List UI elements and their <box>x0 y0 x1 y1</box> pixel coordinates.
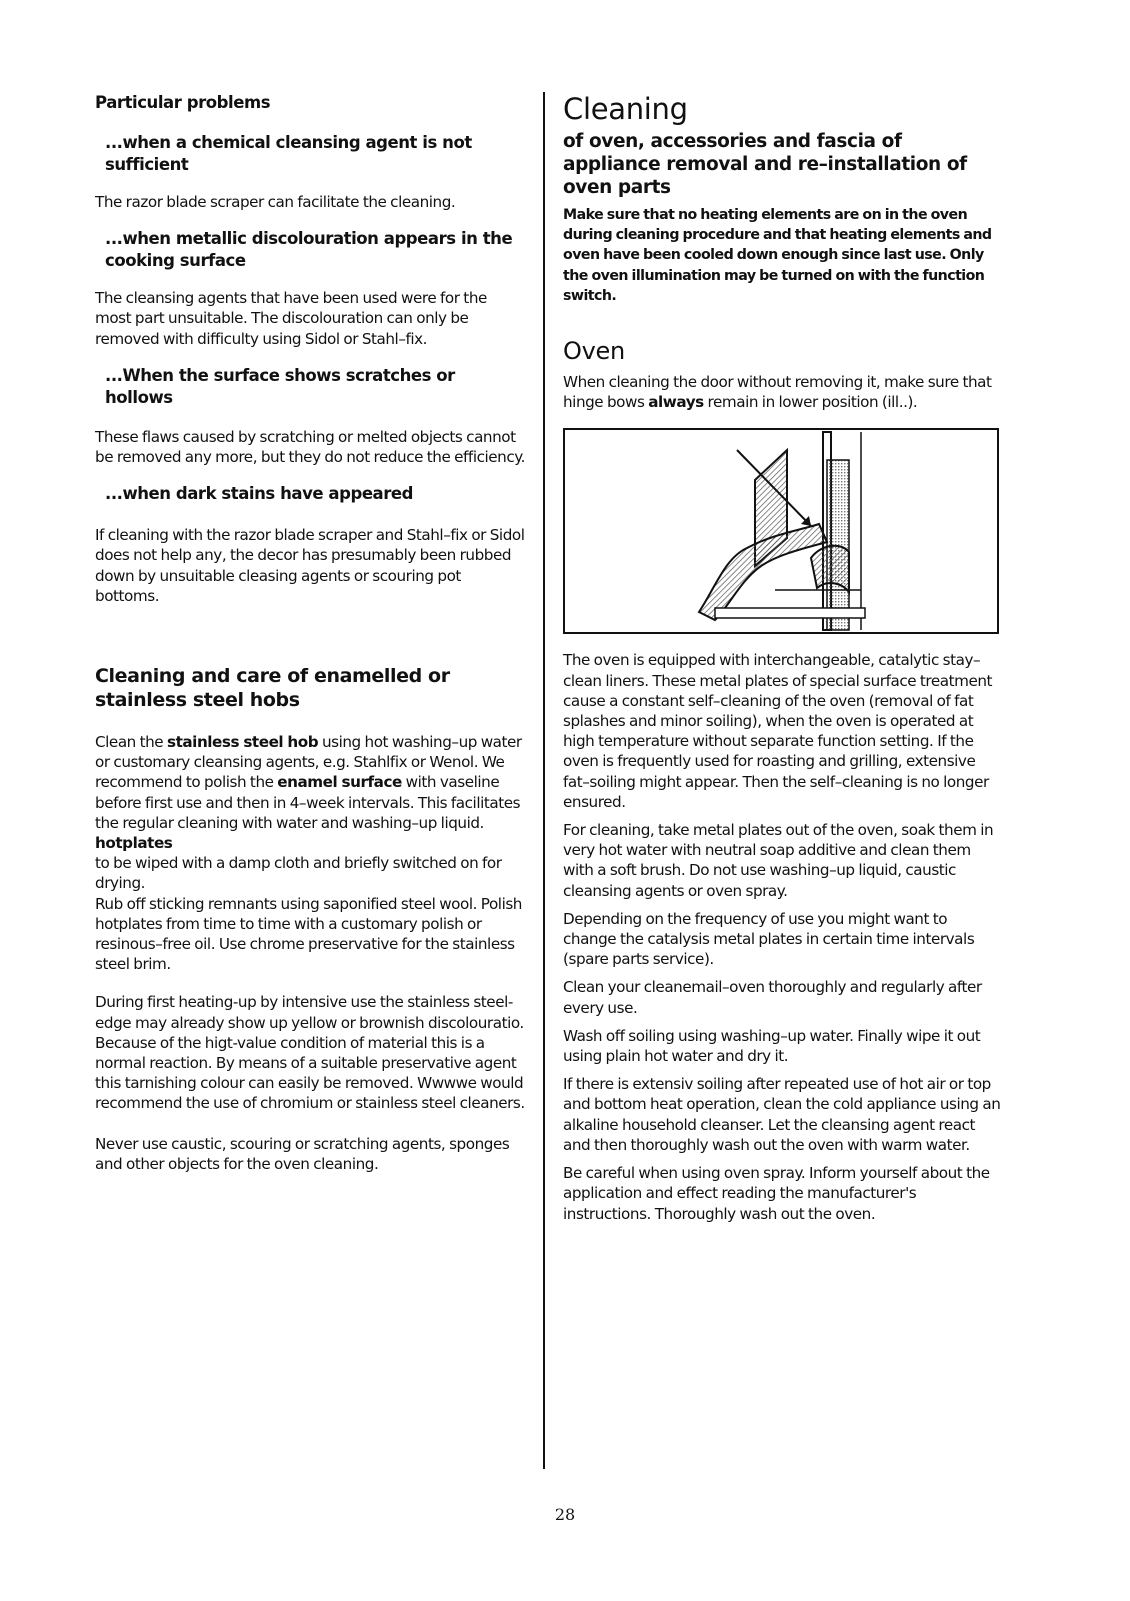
cleaning-heading: Cleaning <box>563 92 688 126</box>
hotplates-label: hotplates <box>95 834 173 853</box>
section-title: ...when dark stains have appeared <box>105 484 414 504</box>
section-title: ...When the surface shows scratches or hollows <box>105 365 455 407</box>
stainless-steel-hob-term: stainless steel hob <box>166 733 319 752</box>
oven-paragraph: If there is extensiv soiling after repeated use of hot air or top and bottom heat operation, clean the cold appliance using an alkaline household cleanser. Let the cleansing agent react and then thoroughly wash out the oven with warm water. <box>563 1075 1001 1154</box>
hotplates-text: to be wiped with a damp cloth and briefly switched on for drying. <box>95 854 502 893</box>
section-body: The cleansing agents that have been used were for the most part unsuitable. The discolouration can only be removed with difficulty using Sidol or Stahl–fix. <box>95 289 487 348</box>
oven-paragraph: Wash off soiling using washing–up water. Finally wipe it out using plain hot water and dry it. <box>563 1026 981 1066</box>
cleaning-subheading: of oven, accessories and fascia of appliance removal and re–installation of oven parts <box>563 131 967 198</box>
hobs-paragraph: Clean the stainless steel hob using hot washing–up water or customary cleansing agents, e.g. Stahlfix or Wenol. We recommend to polish the enamel surface with vaseline before first use and then in 4–week intervals. This facilitates the regular cleaning with water and washing–up liquid. <box>95 733 522 832</box>
oven-heading: Oven <box>563 337 625 366</box>
rub-off-text: Rub off sticking remnants using saponified steel wool. Polish hotplates from time to time with a customary polish or resinous–free oil. Use chrome preservative for the stainless steel brim. <box>95 894 522 974</box>
hobs-heading: Cleaning and care of enamelled or stainless steel hobs <box>95 665 450 712</box>
page-number: 28 <box>554 1505 576 1524</box>
oven-paragraph: Depending on the frequency of use you might want to change the catalysis metal plates in certain time intervals (spare parts service). <box>563 909 975 969</box>
door-paragraph: When cleaning the door without removing it, make sure that hinge bows always remain in lower position (ill..). <box>563 373 992 412</box>
enamel-surface-term: enamel surface <box>277 773 402 792</box>
section-body: If cleaning with the razor blade scraper and Stahl–fix or Sidol does not help any, the decor has presumably been rubbed down by unsuitable cleasing agents or scouring pot bottoms. <box>95 526 525 605</box>
hinge-drawing <box>565 430 997 632</box>
column-divider <box>543 92 545 1469</box>
safety-warning: Make sure that no heating elements are on in the oven during cleaning procedure and that heating elements and oven have been cooled down enough since last use. Only the oven illumination may be turned on with the function switch. <box>563 207 992 304</box>
oven-paragraph: Clean your cleanemail–oven thoroughly and regularly after every use. <box>563 978 982 1017</box>
left-column <box>95 92 525 1174</box>
hinge-illustration <box>563 428 999 634</box>
section-body: The razor blade scraper can facilitate the cleaning. <box>95 193 456 211</box>
section-title: ...when metallic discolouration appears in the cooking surface <box>105 229 513 271</box>
oven-paragraph: Be careful when using oven spray. Inform yourself about the application and effect reading the manufacturer's instructions. Thoroughly wash out the oven. <box>563 1164 990 1223</box>
right-column <box>563 92 1003 1224</box>
heating-paragraph: During first heating-up by intensive use the stainless steel-edge may already show up yellow or brownish discolouratio. Because of the higt-value condition of material this is a normal reaction. By means of a suitable preservative agent this tarnishing colour can easily be removed. Wwwwe would recommend the use of chromium or stainless steel cleaners. <box>95 993 525 1113</box>
never-use-paragraph: Never use caustic, scouring or scratching agents, sponges and other objects for the oven cleaning. <box>95 1134 510 1173</box>
oven-paragraph: For cleaning, take metal plates out of the oven, soak them in very hot water with neutral soap additive and clean them with a soft brush. Do not use washing–up liquid, caustic cleansing agents or oven spray. <box>563 821 994 900</box>
section-title: ...when a chemical cleansing agent is not sufficient <box>105 133 472 174</box>
particular-problems-heading: Particular problems <box>95 93 271 112</box>
always-term: always <box>648 393 704 412</box>
oven-paragraph: The oven is equipped with interchangeable, catalytic stay–clean liners. These metal plates of special surface treatment cause a constant self–cleaning of the oven (removal of fat splashes and minor soiling), when the oven is operated at high temperature without separate function setting. If the oven is frequently used for roasting and grilling, extensive fat–soiling might appear. Then the self–cleaning is no longer ensured. <box>563 651 993 811</box>
section-body: These flaws caused by scratching or melted objects cannot be removed any more, but they do not reduce the efficiency. <box>95 427 525 467</box>
